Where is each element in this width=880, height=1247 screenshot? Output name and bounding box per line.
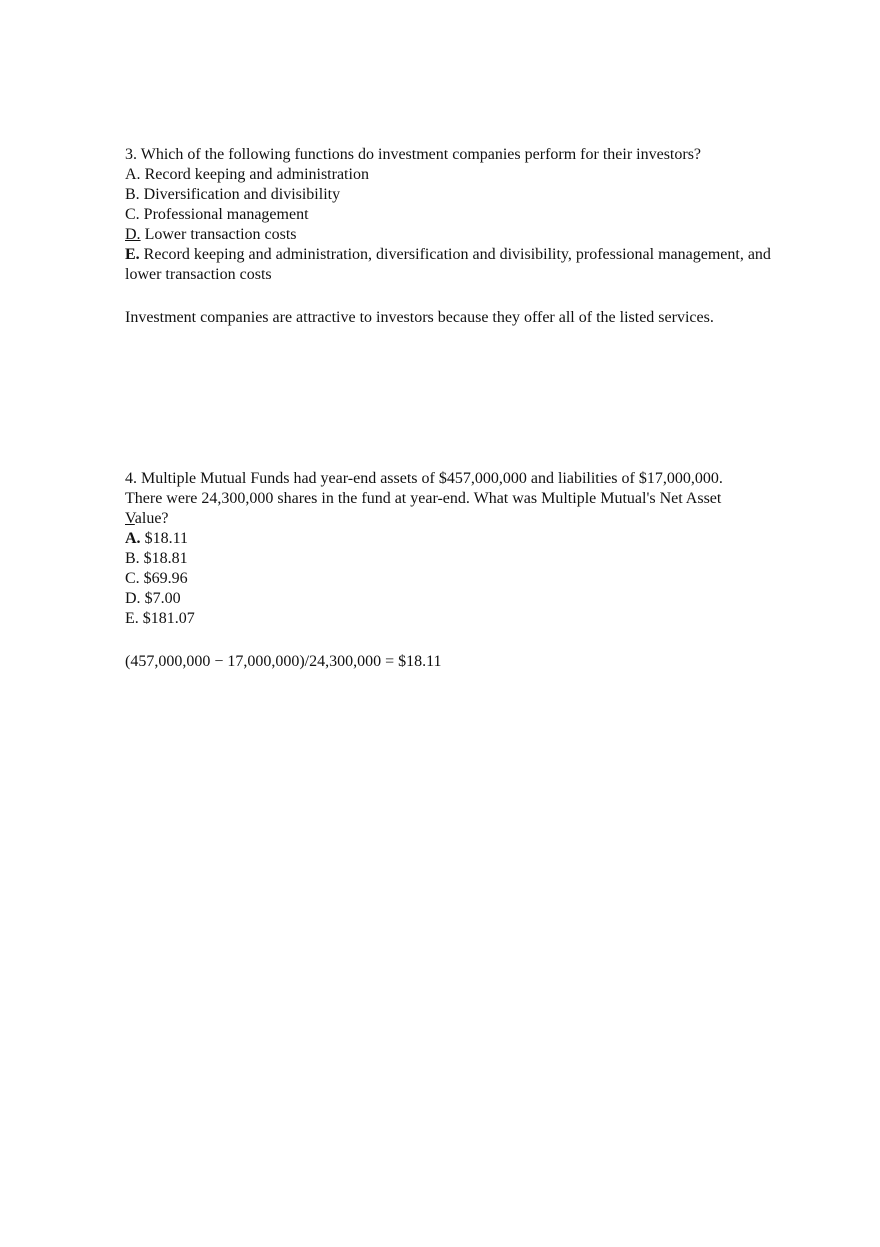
- question-3-option-a: [125, 165, 785, 185]
- question-3-explanation: [125, 308, 785, 328]
- option-text: $69.96: [139, 570, 188, 587]
- question-3: [125, 145, 785, 285]
- option-text: Professional management: [139, 206, 309, 223]
- stem-rest: alue?: [134, 510, 169, 527]
- question-3-option-d: [125, 225, 785, 245]
- option-letter: A.: [125, 530, 141, 547]
- option-letter: E.: [125, 610, 139, 627]
- stem-first-letter: V: [125, 510, 135, 527]
- option-letter: C.: [125, 206, 140, 223]
- option-letter: E.: [125, 246, 140, 263]
- question-4-option-c: [125, 569, 785, 589]
- option-letter: D.: [125, 226, 141, 243]
- option-text: $181.07: [138, 610, 195, 627]
- question-4-stem-line-3: [125, 509, 785, 529]
- question-3-option-b: [125, 185, 785, 205]
- option-text: Record keeping and administration: [140, 166, 369, 183]
- question-4-explanation: [125, 652, 785, 672]
- question-4: [125, 469, 785, 629]
- question-3-option-c: [125, 205, 785, 225]
- option-text: $18.11: [140, 530, 188, 547]
- question-4-stem-line-2: There were 24,300,000 shares in the fund at year-end. What was Multiple Mutual's Net Asset: [125, 490, 722, 507]
- option-text: $18.81: [139, 550, 188, 567]
- question-4-stem-line-1: 4. Multiple Mutual Funds had year-end assets of $457,000,000 and liabilities of $17,000,000.: [125, 470, 723, 487]
- question-3-stem: 3. Which of the following functions do investment companies perform for their investors?: [125, 146, 702, 163]
- option-letter: D.: [125, 590, 141, 607]
- option-text: Record keeping and administration, diversification and divisibility, professional management, and lower transaction costs: [125, 246, 771, 283]
- option-text: Diversification and divisibility: [139, 186, 341, 203]
- question-3-option-e-correct: [125, 245, 785, 285]
- question-4-option-d: [125, 589, 785, 609]
- explanation-formula: (457,000,000 − 17,000,000)/24,300,000 = $18.11: [125, 653, 442, 670]
- question-4-option-e: [125, 609, 785, 629]
- option-letter: A.: [125, 166, 141, 183]
- question-4-option-a-correct: [125, 529, 785, 549]
- option-text: $7.00: [140, 590, 181, 607]
- option-letter: B.: [125, 550, 140, 567]
- option-letter: B.: [125, 186, 140, 203]
- option-text: Lower transaction costs: [140, 226, 297, 243]
- question-4-option-b: [125, 549, 785, 569]
- option-letter: C.: [125, 570, 140, 587]
- explanation-text: Investment companies are attractive to investors because they offer all of the listed services.: [125, 309, 714, 326]
